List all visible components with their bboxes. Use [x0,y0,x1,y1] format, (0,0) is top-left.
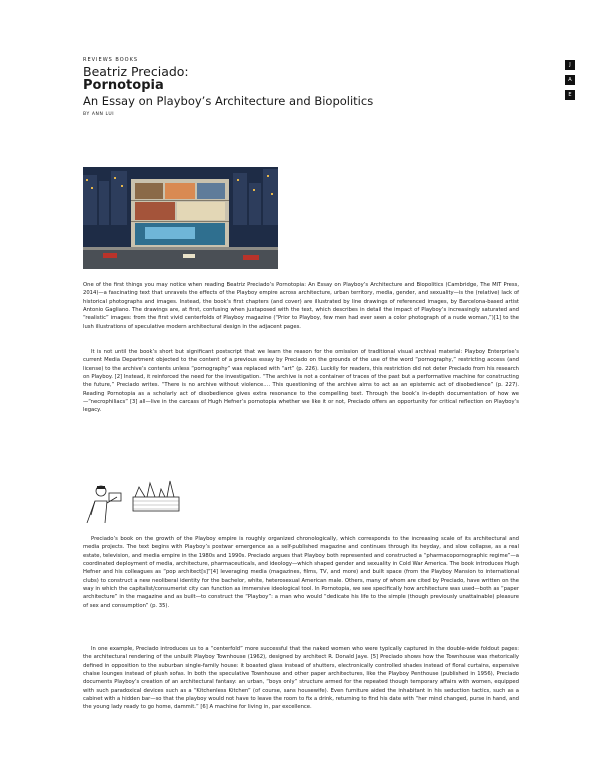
side-tab-j[interactable]: J [565,60,575,70]
article-subtitle: An Essay on Playboy’s Architecture and Biopolitics [83,94,374,108]
article-title: Beatriz Preciado: [83,64,189,79]
side-tab-e[interactable]: E [565,90,575,100]
article-title-book: Pornotopia [83,78,164,93]
paragraph-3: Preciado’s book on the growth of the Playboy empire is roughly organized chronologically, which corresponds to the increasing scale of its architectural and media projects. The text begins with Playboy’s postwar emergence as a self-published magazine and continues through its heyday, and slow collapse, as a real estate, television, and media empire in the 1980s and 1990s. Preciado argues that Playboy both represented and constructed a “pharmacopornographic regime”—a coordinated deployment of media, architecture, pharmaceuticals, and ideology—which shaped gender and sexuality in Cold War America. The book introduces Hugh Hefner and his colleagues as “pop architect[s]”[4] leveraging media (magazines, films, TV, and more) and built space (from the Playboy Mansion to international clubs) to construct a new neoliberal identity for the bachelor, white, heterosexual American male. Others, many of whom are cited by Preciado, have written on the way in which the capitalist/consumerist city can function as immersive ideological tool. In Pornotopia, we see specifically how architecture was used—both as “paper architecture” in the magazine and as built—to construct the “Playboy”: a man who would “dedicate his life to the simple (though previously unattainable) pleasure of sex and consumption” (p. 35). [83,536,519,609]
sketch-illustration [83,467,183,523]
side-tab-a[interactable]: A [565,75,575,85]
cutaway-illustration [83,167,278,269]
section-label: REVIEWS BOOKS [83,57,139,63]
paragraph-2: It is not until the book’s short but significant postscript that we learn the reason for the omission of traditional visual archival material: Playboy Enterprise’s current Media Department objected to the content of a previous essay by Preciado on the grounds of the use of the word “pornography,” restricting access (and license) to the archive’s contents unless “pornography” was replaced with “art” (p. 226). Luckily for readers, this restriction did not deter Preciado from his research on Playboy. [2] Instead, it reinforced the need for the investigation. “The archive is not a container of traces of the past but a performative machine for constructing the future,” Preciado writes. “There is no archive without violence.… This questioning of the archive aims to act as an epistemic act of disobedience” (p. 227). Reading Pornotopia as a scholarly act of disobedience gives extra resonance to the compelling text. Through the book’s in-depth documentation of how we—“necrophiliacs” [3] all—live in the carcass of Hugh Hefner’s pornotopia whether we like it or not, Preciado offers an opportunity for critical reflection on Playboy’s legacy. [83,349,519,414]
paragraph-1: One of the first things you may notice when reading Beatriz Preciado’s Pornotopia: An Essay on Playboy’s Architecture and Biopolitics (Cambridge, The MIT Press, 2014)—a fascinating text that unravels the effects of the Playboy empire across architecture, urban territory, media, gender, and sexuality—is the (relative) lack of historical photographs and images. Instead, the book’s first chapters (and cover) are illustrated by line drawings of referenced images, by Barcelona-based artist Antonio Gagliano. The drawings are, at first, confusing when juxtaposed with the text, which describes in detail the impact of Playboy’s increasingly saturated and “realistic” images: from the first vivid centerfolds of Playboy magazine (“Prior to Playboy, few men had ever seen a color photograph of a nude woman,”)[1] to the lush illustrations of speculative modern architectural design in the adjacent pages. [83,282,519,330]
paragraph-4: In one example, Preciado introduces us to a “centerfold” more successful that the naked women who were typically captured in the double-wide foldout pages: the architectural rendering of the unbuilt Playboy Townhouse (1962), designed by architect R. Donald Jaye. [5] Preciado shows how the Townhouse was rhetorically defined in opposition to the suburban single-family house: it boasted glass instead of shutters, electronically controlled shades instead of floral curtains, expensive chaise lounges instead of plush sofas. In both the speculative Townhouse and other paper architectures, like the Playboy Penthouse (published in 1956), Preciado documents Playboy’s creation of an architectural fantasy: an urban, “boys only” structure armed for the repeated though temporary affairs with women, equipped with such paradoxical devices such as a “Kitchenless Kitchen” (of course, sans housewife). Even furniture aided the inhabitant in his seduction tactics, such as a cabinet with a hidden bar—so that the playboy would not have to leave the room to fix a drink, returning to find his date with “her mind changed, purse in hand, and the young lady ready to go home, dammit.” [6] A machine for living in, par excellence. [83,646,519,711]
byline: BY ANN LUI [83,112,115,117]
